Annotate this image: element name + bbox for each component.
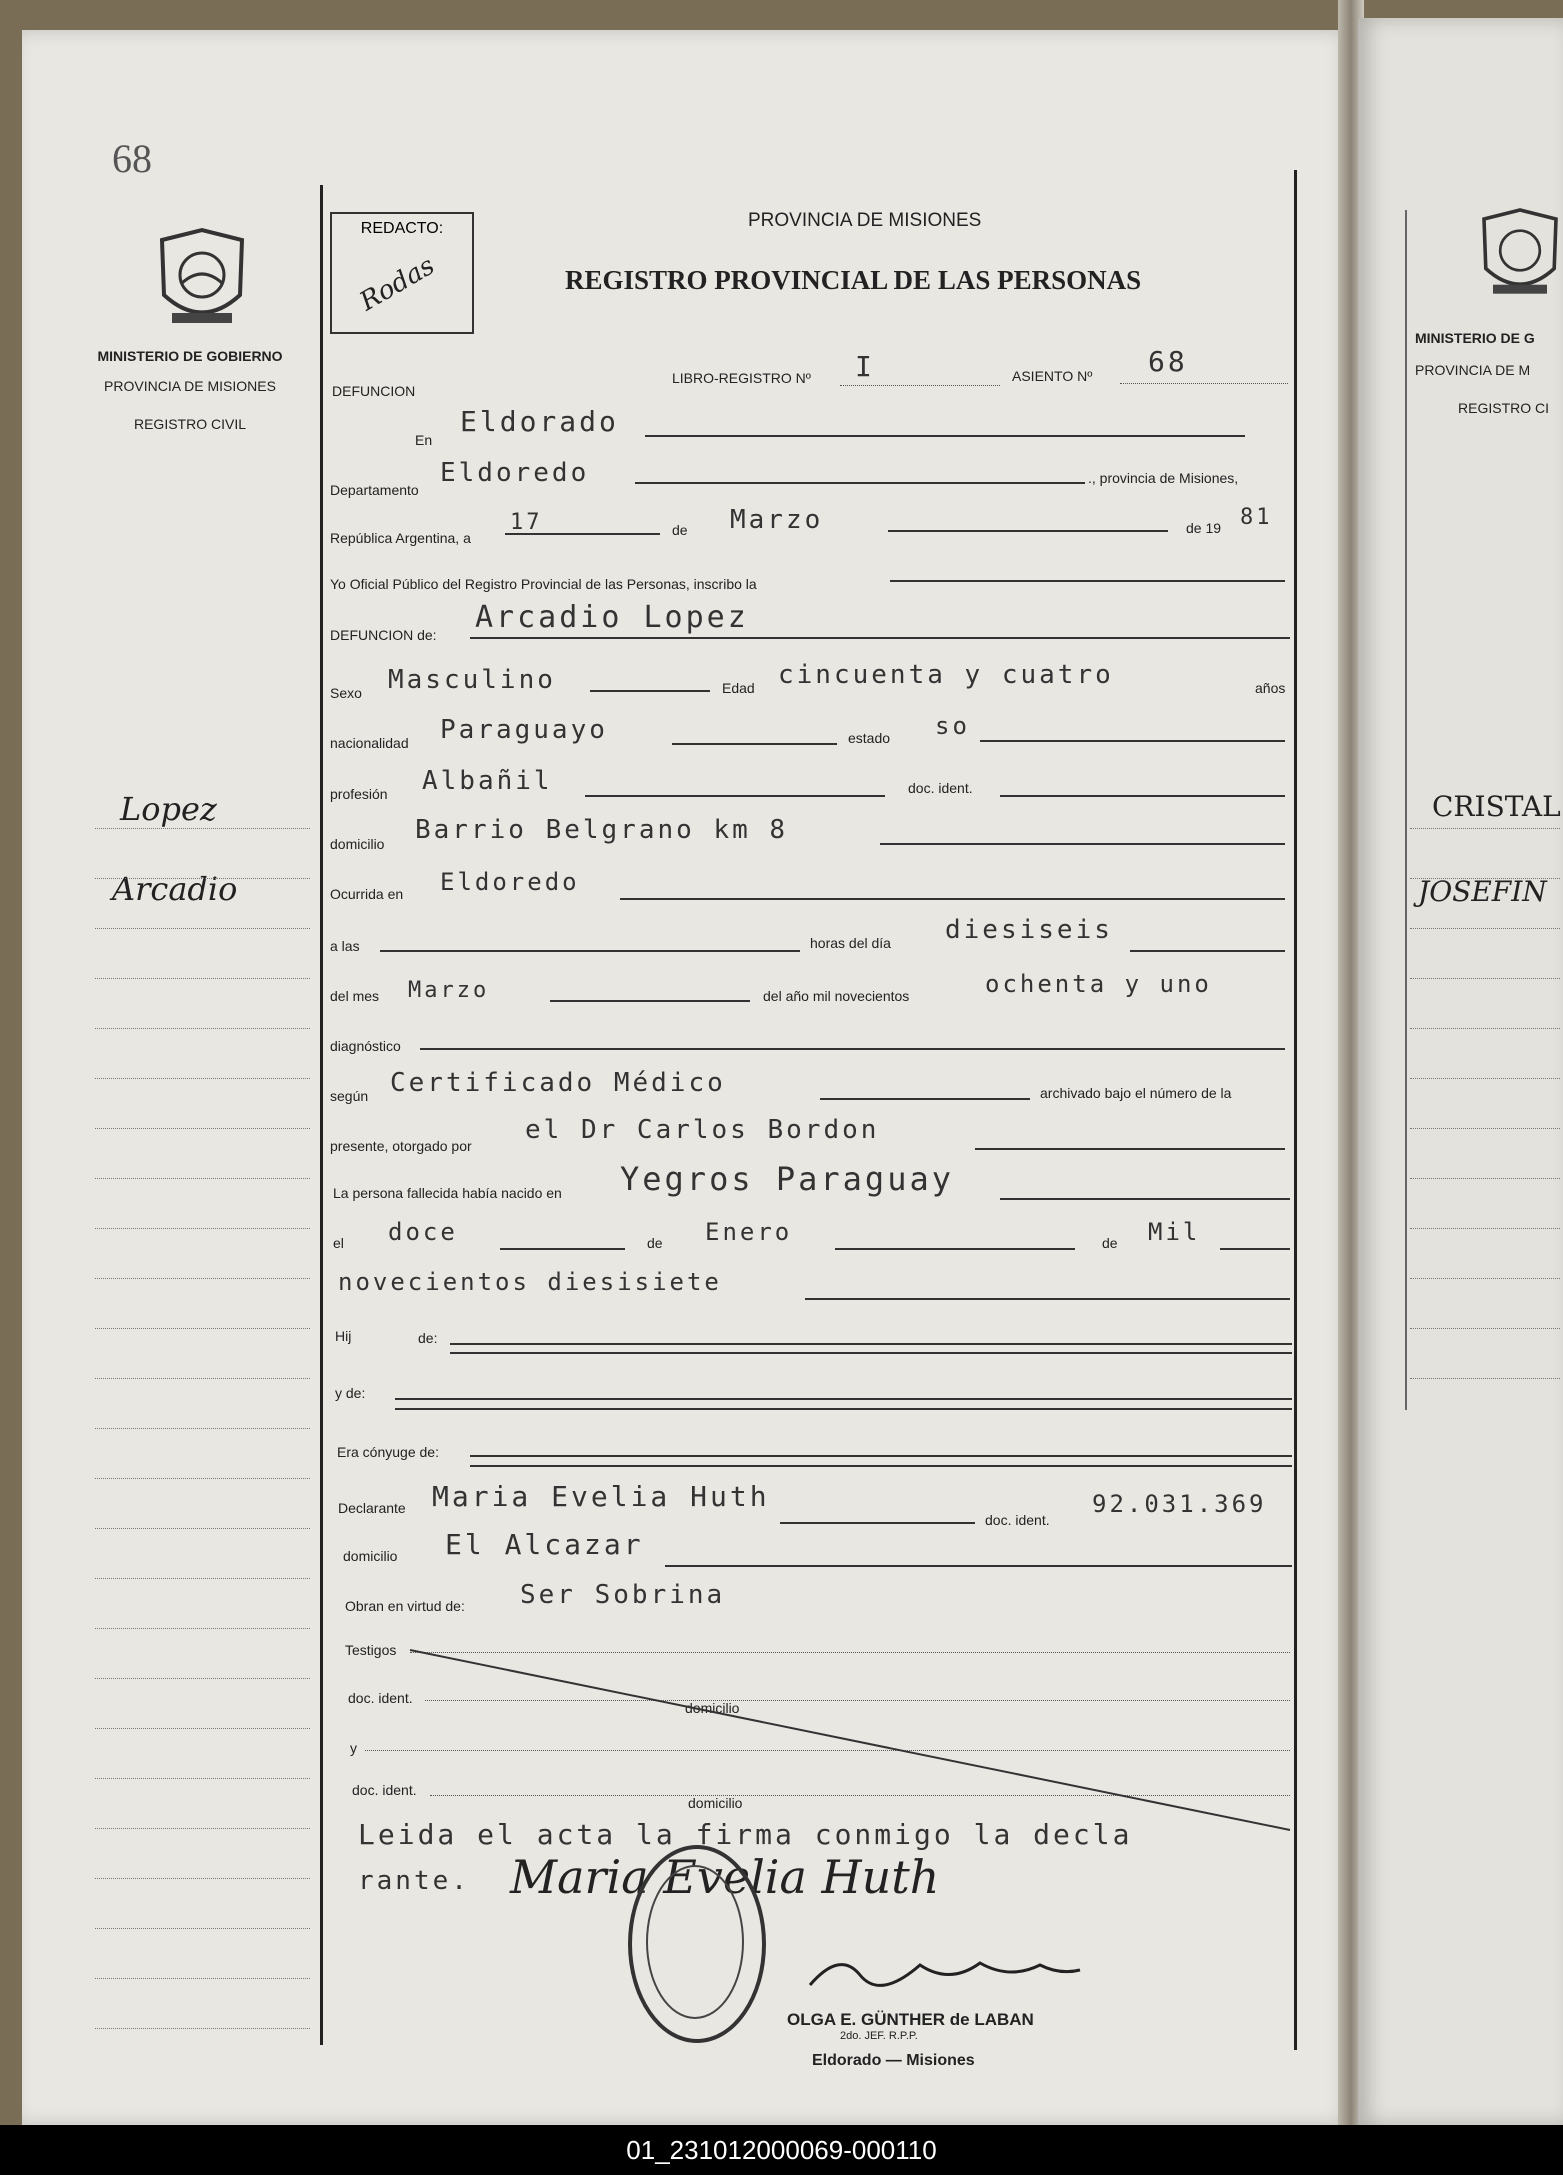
month-line (888, 530, 1168, 532)
ministry-line1: MINISTERIO DE GOBIERNO (97, 348, 283, 364)
libro-value: I (855, 350, 875, 383)
domicilio-4-label: domicilio (688, 1795, 743, 1811)
departamento-label: Departamento (330, 482, 419, 498)
margin-rule (95, 1578, 310, 1579)
domicilio-2-value: El Alcazar (445, 1528, 644, 1561)
margin-rule (95, 878, 310, 879)
provincial-crest-icon (152, 225, 252, 335)
ocurrida-value: Eldoredo (440, 868, 580, 896)
defuncion-line (470, 637, 1290, 639)
obran-label: Obran en virtud de: (345, 1598, 465, 1614)
margin-rule (95, 1928, 310, 1929)
presente-label: presente, otorgado por (330, 1138, 472, 1154)
ano-label: del año mil novecientos (763, 988, 910, 1004)
header-title: REGISTRO PROVINCIAL DE LAS PERSONAS (565, 265, 1142, 295)
de-label-1: de (672, 522, 688, 538)
el-label: el (333, 1235, 344, 1251)
asiento-value: 68 (1148, 345, 1188, 378)
ministry-right-line3: REGISTRO CI (1458, 400, 1550, 416)
page-number: 68 (112, 136, 152, 181)
y-label: y (350, 1740, 357, 1756)
sexo-line (590, 690, 710, 692)
en-line (645, 435, 1245, 437)
redacto-label: REDACTO: (360, 220, 444, 237)
next-page-rule (1410, 1028, 1560, 1029)
sexo-value: Masculino (388, 665, 556, 695)
y-de-line-2 (395, 1408, 1292, 1410)
official-role: 2do. JEF. R.P.P. (840, 2030, 918, 2042)
libro-label: LIBRO-REGISTRO Nº (672, 370, 811, 386)
margin-rule (95, 978, 310, 979)
ministry-line3: REGISTRO CIVIL (133, 416, 247, 432)
next-page-rule (1410, 1278, 1560, 1279)
del-mes-value: Marzo (408, 978, 490, 1003)
el-anio-value: Mil (1148, 1218, 1201, 1246)
de-19-label: de 19 (1186, 520, 1222, 536)
image-caption: 01_231012000069-000110 (0, 2125, 1563, 2175)
declarante-label: Declarante (338, 1500, 406, 1516)
republica-label: República Argentina, a (330, 530, 471, 546)
defuncion-tag: DEFUNCION (332, 383, 416, 399)
profesion-value: Albañil (422, 766, 553, 796)
margin-rule (95, 2028, 310, 2029)
y-de-label: y de: (335, 1385, 366, 1401)
hij-line (450, 1343, 1292, 1345)
doc-ident-label: doc. ident. (908, 780, 973, 796)
declarante-line (780, 1522, 975, 1524)
strike-through-line (400, 1640, 1300, 1840)
defuncion-label: DEFUNCION de: (330, 627, 437, 643)
official-name: OLGA E. GÜNTHER de LABAN (787, 2010, 1034, 2029)
left-border-line (320, 185, 323, 2045)
hij-de-label: de: (418, 1330, 438, 1346)
anio-continuation: novecientos diesisiete (338, 1268, 722, 1296)
libro-line (840, 385, 1000, 386)
closing-line-1: Leida el acta la firma conmigo la decla (358, 1818, 1133, 1851)
next-page-rule (1410, 978, 1560, 979)
margin-rule (95, 1428, 310, 1429)
hij-label: Hij (335, 1328, 352, 1344)
next-page-rule (1410, 1128, 1560, 1129)
departamento-value: Eldoredo (440, 458, 590, 488)
next-page-rule (1410, 1178, 1560, 1179)
de-label-4: de (1102, 1235, 1118, 1251)
el-mes-line (835, 1248, 1075, 1250)
next-page-rule (1410, 928, 1560, 929)
margin-rule (95, 1028, 310, 1029)
a-las-line (380, 950, 800, 952)
profesion-line (585, 795, 885, 797)
conyuge-line-2 (470, 1465, 1292, 1467)
ano-value: ochenta y uno (985, 970, 1212, 998)
declarante-doc-value: 92.031.369 (1092, 1490, 1267, 1518)
horas-label: horas del día (810, 935, 891, 951)
header-province: PROVINCIA DE MISIONES (748, 210, 982, 231)
dia-value: diesiseis (945, 915, 1113, 945)
nacido-value: Yegros Paraguay (620, 1160, 954, 1198)
closing-line-2: rante. (358, 1866, 470, 1896)
edad-value: cincuenta y cuatro (778, 660, 1114, 690)
domicilio-line (880, 843, 1285, 845)
de-label-3: de (647, 1235, 663, 1251)
ministry-right-line2: PROVINCIA DE M (1415, 362, 1531, 378)
anos-label: años (1255, 680, 1286, 696)
official-signature-mark (780, 1945, 1100, 2015)
margin-right-surname: CRISTAL (1432, 790, 1561, 823)
testigos-label: Testigos (345, 1642, 397, 1658)
year-value: 81 (1240, 505, 1273, 530)
domicilio-3-label: domicilio (685, 1700, 740, 1716)
margin-rule (95, 1128, 310, 1129)
el-mes-value: Enero (705, 1218, 793, 1246)
margin-rule (95, 828, 310, 829)
nacionalidad-label: nacionalidad (330, 735, 409, 751)
margin-rule (95, 1478, 310, 1479)
margin-rule (95, 1278, 310, 1279)
declarant-signature: Maria Evelia Huth (510, 1850, 940, 1904)
nacido-line (1000, 1198, 1290, 1200)
defuncion-value: Arcadio Lopez (475, 600, 749, 635)
conyuge-label: Era cónyuge de: (337, 1444, 439, 1460)
asiento-line (1120, 383, 1288, 384)
margin-rule (95, 1728, 310, 1729)
hij-line-2 (450, 1352, 1292, 1354)
margin-right-name: JOSEFIN (1418, 875, 1547, 908)
margin-rule (95, 1878, 310, 1879)
day-line (505, 533, 660, 535)
official-place: Eldorado — Misiones (812, 2052, 975, 2069)
nacido-label: La persona fallecida había nacido en (333, 1185, 562, 1201)
el-value: doce (388, 1218, 458, 1246)
el-anio-line (1220, 1248, 1290, 1250)
margin-rule (95, 1328, 310, 1329)
sexo-label: Sexo (330, 685, 362, 701)
next-page-border (1405, 210, 1407, 1410)
en-value: Eldorado (460, 405, 619, 438)
ministry-right-line1: MINISTERIO DE G (1415, 330, 1535, 346)
segun-label: según (330, 1088, 369, 1104)
y-de-line (395, 1398, 1292, 1400)
profesion-label: profesión (330, 786, 388, 802)
el-line (500, 1248, 625, 1250)
margin-rule (95, 1078, 310, 1079)
estado-line (980, 740, 1285, 742)
next-page-rule (1410, 828, 1560, 829)
next-page-rule (1410, 1378, 1560, 1379)
del-mes-label: del mes (330, 988, 380, 1004)
margin-rule (95, 1378, 310, 1379)
asiento-label: ASIENTO Nº (1012, 368, 1093, 384)
diagnostico-line (420, 1048, 1285, 1050)
departamento-line (635, 482, 1085, 484)
redacto-box (330, 212, 474, 334)
margin-rule (95, 1228, 310, 1229)
domicilio-2-line (665, 1565, 1292, 1567)
next-page-rule (1410, 1228, 1560, 1229)
segun-value: Certificado Médico (390, 1068, 726, 1098)
ocurrida-label: Ocurrida en (330, 886, 404, 902)
ministry-line2: PROVINCIA DE MISIONES (104, 378, 276, 394)
segun-line (820, 1098, 1030, 1100)
margin-rule (95, 1528, 310, 1529)
margin-rule (95, 1828, 310, 1829)
diagnostico-label: diagnóstico (330, 1038, 401, 1054)
del-mes-line (550, 1000, 750, 1002)
margin-rule (95, 1978, 310, 1979)
doc-ident-3-label: doc. ident. (352, 1782, 417, 1798)
doc-ident-2-label: doc. ident. (348, 1690, 413, 1706)
domicilio-2-label: domicilio (343, 1548, 398, 1564)
presente-value: el Dr Carlos Bordon (525, 1115, 880, 1145)
conyuge-line (470, 1455, 1292, 1457)
departamento-suffix: ., provincia de Misiones, (1088, 470, 1239, 486)
nacionalidad-line (672, 743, 837, 745)
next-page-rule (1410, 1078, 1560, 1079)
nacionalidad-value: Paraguayo (440, 715, 608, 745)
archivado-label: archivado bajo el número de la (1040, 1085, 1232, 1101)
presente-line (975, 1148, 1285, 1150)
declarante-value: Maria Evelia Huth (432, 1480, 770, 1513)
yo-oficial-line (890, 580, 1285, 582)
redacto-value: Rodas (354, 250, 440, 318)
en-label: En (415, 432, 433, 448)
month-value: Marzo (730, 505, 824, 535)
estado-label: estado (848, 730, 891, 746)
day-value: 17 (510, 510, 543, 535)
margin-rule (95, 1178, 310, 1179)
margin-rule (95, 1628, 310, 1629)
provincial-crest-icon-right (1475, 200, 1563, 310)
domicilio-label: domicilio (330, 836, 385, 852)
margin-name: Arcadio (112, 870, 238, 908)
margin-rule (95, 928, 310, 929)
margin-surname: Lopez (120, 790, 217, 828)
doc-ident-line (1000, 795, 1285, 797)
next-page-rule (1410, 878, 1560, 879)
a-las-label: a las (330, 938, 360, 954)
domicilio-value: Barrio Belgrano km 8 (415, 815, 789, 845)
edad-label: Edad (722, 680, 755, 696)
anio-continuation-line (805, 1298, 1290, 1300)
next-page-rule (1410, 1328, 1560, 1329)
margin-rule (95, 1678, 310, 1679)
official-seal (628, 1845, 766, 2043)
ocurrida-line (620, 898, 1285, 900)
declarante-doc-label: doc. ident. (985, 1512, 1050, 1528)
yo-oficial-label: Yo Oficial Público del Registro Provincial de las Personas, inscribo la (330, 576, 757, 592)
dia-line (1130, 950, 1285, 952)
obran-value: Ser Sobrina (520, 1580, 726, 1610)
estado-value: so (935, 712, 970, 740)
margin-rule (95, 1778, 310, 1779)
